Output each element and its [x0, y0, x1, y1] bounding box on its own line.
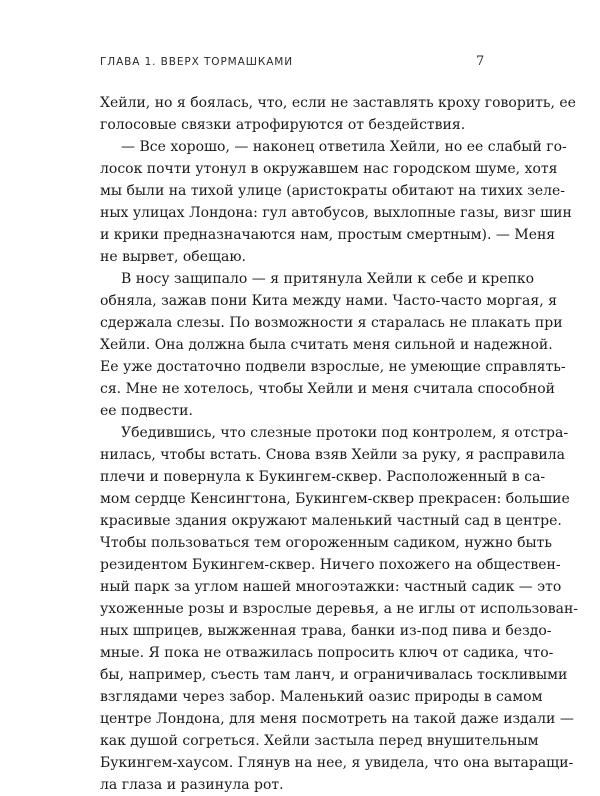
text-line: мные. Я пока не отважилась попросить ключ от садика, что- — [100, 645, 554, 661]
page-number: 7 — [476, 54, 485, 69]
text-line: — Все хорошо, — наконец ответила Хейли, но ее слабый го- — [121, 139, 567, 155]
text-line: резидентом Букингем-сквер. Ничего похожего на обществен- — [100, 557, 561, 573]
text-line: голосовые связки атрофируются от бездействия. — [100, 117, 466, 133]
text-line: обняла, зажав пони Кита между нами. Часто-часто моргая, я — [100, 293, 557, 309]
text-line: сдержала слезы. По возможности я старалась не плакать при — [100, 315, 563, 331]
text-line: ся. Мне не хотелось, чтобы Хейли и меня считала способной — [100, 381, 555, 397]
text-line: Букингем-хаусом. Глянув на нее, я увидела, что она вытаращи- — [100, 755, 574, 771]
text-line: ее подвести. — [100, 403, 193, 419]
text-line: ла глаза и разинула рот. — [100, 777, 284, 793]
text-line: ный парк за углом нашей многоэтажки: частный садик — это — [100, 579, 562, 595]
text-line: не вырвет, обещаю. — [100, 249, 247, 265]
text-line: плечи и повернула к Букингем-сквер. Расположенный в са- — [100, 469, 546, 485]
text-line: мом сердце Кенсингтона, Букингем-сквер прекрасен: большие — [100, 491, 570, 507]
text-line: бы, например, съесть там ланч, и ограничивалась тоскливыми — [100, 667, 568, 683]
text-line: Чтобы пользоваться тем огороженным садиком, нужно быть — [100, 535, 553, 551]
text-body — [100, 92, 579, 796]
paragraph — [100, 422, 579, 796]
text-line: ухоженные розы и взрослые деревья, а не иглы от использован- — [100, 601, 579, 617]
text-line: Убедившись, что слезные протоки под контролем, я отстра- — [121, 425, 569, 441]
text-line: Хейли. Она должна была считать меня сильной и надежной. — [100, 337, 553, 353]
text-line: лосок почти утонул в окружавшем нас городском шуме, хотя — [100, 161, 558, 177]
text-line: центре Лондона, для меня посмотреть на такой даже издали — — [100, 711, 574, 727]
text-line: как душой согреться. Хейли застыла перед внушительным — [100, 733, 539, 749]
text-line: ных улицах Лондона: гул автобусов, выхлопные газы, визг шин — [100, 205, 572, 221]
running-head: ГЛАВА 1. ВВЕРХ ТОРМАШКАМИ — [100, 56, 293, 68]
text-line: ных шприцев, выжженная трава, банки из-под пива и бездо- — [100, 623, 552, 639]
text-line: красивые здания окружают маленький частный сад в центре. — [100, 513, 562, 529]
text-line: В носу защипало — я притянула Хейли к себе и крепко — [121, 271, 535, 287]
paragraph — [100, 92, 576, 136]
text-line: нилась, чтобы встать. Снова взяв Хейли за руку, я расправила — [100, 447, 565, 463]
text-line: и крики предназначаются нам, простым смертным). — Меня — [100, 227, 556, 243]
paragraph — [100, 136, 572, 268]
text-line: Хейли, но я боялась, что, если не заставлять кроху говорить, ее — [100, 95, 576, 111]
text-line: взглядами через забор. Маленький оазис природы в самом — [100, 689, 543, 705]
paragraph — [100, 268, 566, 422]
text-line: Ее уже достаточно подвели взрослые, не умеющие справлять- — [100, 359, 566, 375]
text-line: мы были на тихой улице (аристократы обитают на тихих зеле- — [100, 183, 566, 199]
